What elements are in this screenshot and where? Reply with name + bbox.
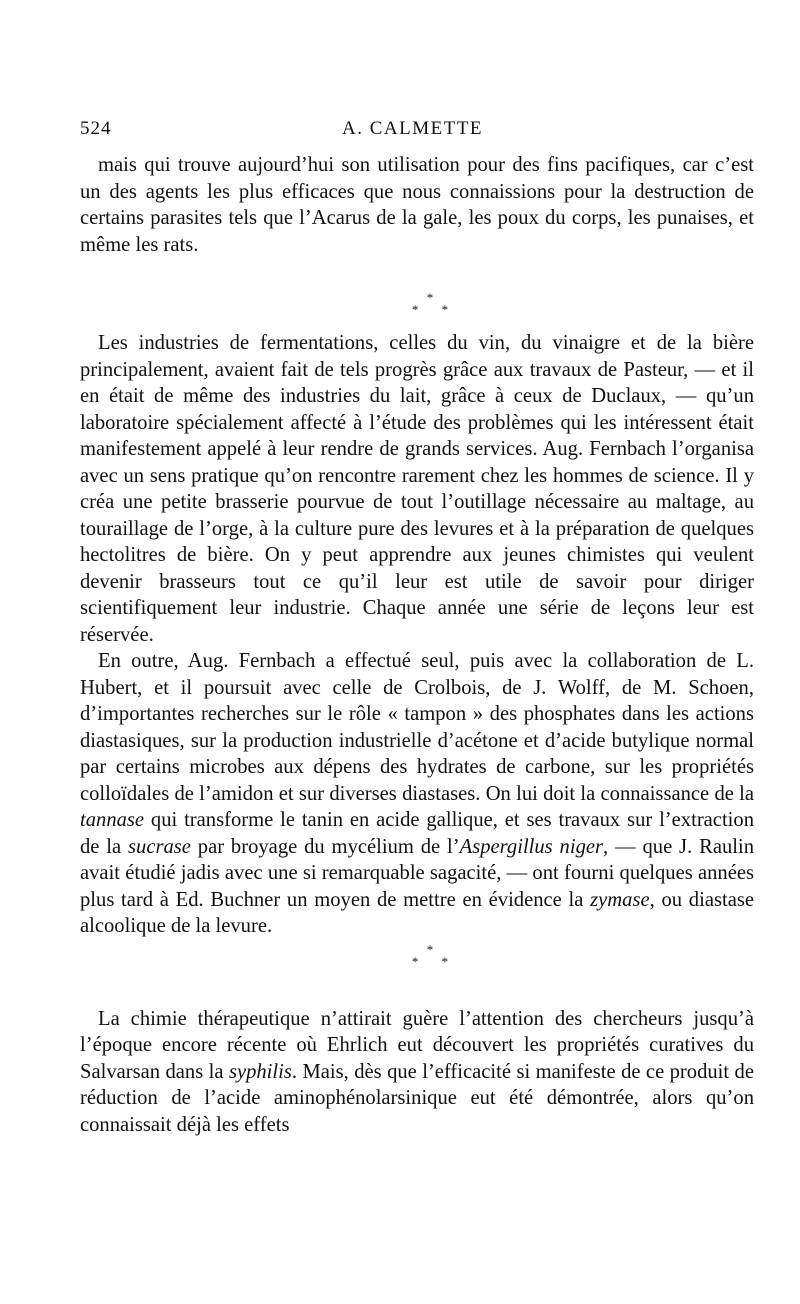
paragraph-text: La chimie thérapeutique n’attirait guère l’attention des chercheurs jusqu’à l’époque encore récente où Ehrlich eut découvert les propriétés curatives du Salvarsan dans la [80, 1007, 754, 1083]
italic-term-aspergillus: Aspergillus niger [459, 835, 604, 858]
italic-term-tannase: tannase [80, 809, 145, 831]
page-header [80, 118, 754, 152]
asterism-separator [80, 270, 754, 330]
paragraph-text: mais qui trouve aujourd’hui son utilisation pour des fins pacifiques, car c’est un des agents les plus efficaces que nous connaissions pour la destruction de certains parasites tels que l’Acarus de la gale, les poux du corps, les punaises, et même les rats. [80, 154, 754, 256]
asterism-top: * [426, 290, 434, 305]
body-text [80, 152, 754, 1138]
paragraph-text: . Mais, dès que l’efficacité si manifeste de ce produit de réduction de l’acide aminophénolarsinique eut été démontrée, alors qu’on connaissait déjà les effets [80, 1060, 754, 1136]
asterism-bottom: * * [411, 953, 459, 969]
asterism-top: * [426, 941, 434, 957]
page-number: 524 [80, 118, 112, 139]
paragraph-text: En outre, Aug. Fernbach a effectué seul, puis avec la collaboration de L. Hubert, et il poursuit avec celle de Crolbois, de J. Wolff, de M. Schoen, d’importantes recherches sur le rôle « tampon » des phosphates dans les actions diastasiques, sur la production industrielle d’acétone et d’acide butylique normal par certains microbes aux dépens des hydrates de carbone, sur les propriétés colloïdales de l’amidon et sur diverses diastases. On lui doit la connaissance de la [80, 650, 754, 805]
paragraph-text: , — que J. Raulin avait étudié jadis avec une si remarquable sagacité, — ont fourni quelques années plus tard à Ed. Buchner un moyen de mettre en évidence la [80, 835, 754, 911]
paragraph-chemotherapy [80, 1006, 754, 1139]
paragraph-text: Les industries de fermentations, celles du vin, du vinaigre et de la bière principalement, avaient fait de tels progrès grâce aux travaux de Pasteur, — et il en était de même des industries du lait, grâce à ceux de Duclaux, — qu’un laboratoire spécialement affecté à l’étude des problèmes qui les intéressent était manifestement appelé à leur rendre de grands services. Aug. Fernbach l’organisa avec un sens pratique qu’on rencontre rarement chez les hommes de science. Il y créa une petite brasserie pourvue de tout l’outillage nécessaire au maltage, au touraillage de l’orge, à la culture pure des levures et à la préparation de quelques hectolitres de bière. On y peut apprendre aux jeunes chimistes qui veulent devenir brasseurs tout ce qu’il leur est utile de savoir pour diriger scientifiquement leur industrie. Chaque année une série de leçons leur est réservée. [80, 332, 754, 646]
asterism-separator [80, 940, 754, 1006]
running-head: A. CALMETTE [342, 118, 484, 139]
asterism-bottom: * * [411, 302, 459, 317]
italic-term-zymase: zymase [590, 888, 650, 911]
paragraph-fermentation [80, 330, 754, 648]
paragraph-text: , ou diastase alcoolique de la levure. [80, 888, 754, 937]
italic-term-sucrase: sucrase [128, 835, 191, 858]
paragraph-text: qui transforme le tanin en acide gallique, et ses travaux sur l’extraction de la [80, 809, 754, 858]
italic-term-syphilis: syphilis [228, 1060, 292, 1083]
paragraph-text: par broyage du mycélium de l’ [190, 835, 460, 858]
paragraph-fernbach-research [80, 648, 754, 940]
paragraph-continuation [80, 152, 754, 258]
